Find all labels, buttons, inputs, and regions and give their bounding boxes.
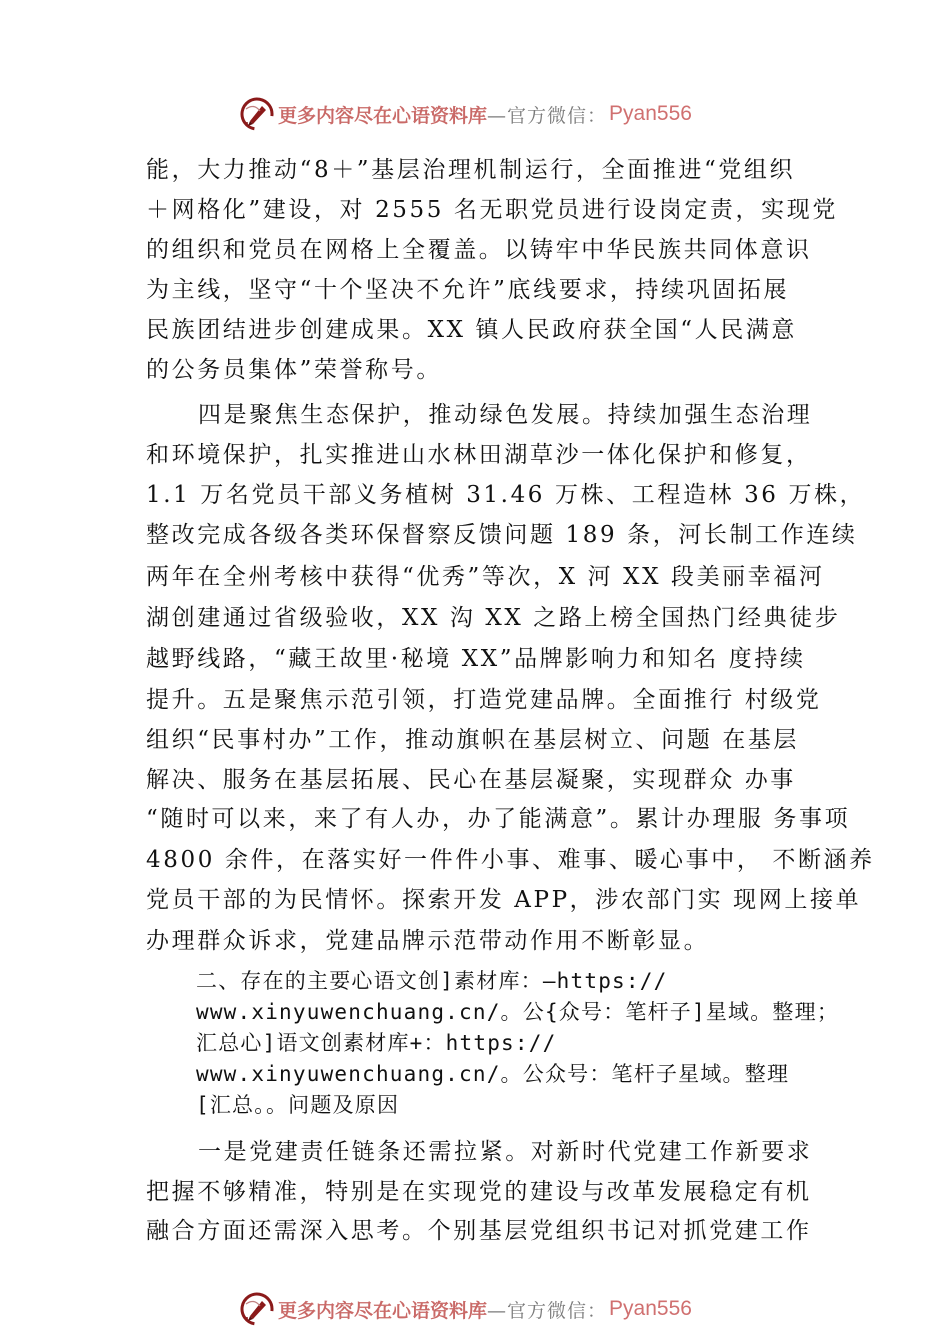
paragraph-line: 湖创建通过省级验收，XX 沟 XX 之路上榜全国热门经典徒步 <box>146 605 841 631</box>
paragraph-line: 能，大力推动“8＋”基层治理机制运行，全面推进“党组织 <box>146 157 796 183</box>
paragraph-line: 一是党建责任链条还需拉紧。对新时代党建工作新要求 <box>198 1139 813 1165</box>
paragraph-line: 的组织和党员在网格上全覆盖。以铸牢中华民族共同体意识 <box>146 237 812 263</box>
section-heading-line: www.xinyuwenchuang.cn/。公众号：笔杆子星域。整理 <box>196 1062 790 1086</box>
header-watermark <box>240 96 692 132</box>
pen-nib-logo-icon <box>240 97 274 131</box>
paragraph-line: 解决、服务在基层拓展、民心在基层凝聚，实现群众 办事 <box>146 767 796 793</box>
paragraph-line: 把握不够精准，特别是在实现党的建设与改革发展稳定有机 <box>146 1179 812 1205</box>
watermark-wechat-label: —官方微信： <box>487 104 608 127</box>
watermark-wechat-id: Pyan556 <box>609 1297 692 1320</box>
pen-nib-logo-icon <box>240 1292 274 1326</box>
section-heading-line: 汇总心]语文创素材库+：https:// <box>196 1031 557 1055</box>
paragraph-line: 四是聚焦生态保护，推动绿色发展。持续加强生态治理 <box>198 402 813 428</box>
section-heading-line: www.xinyuwenchuang.cn/。公{众号：笔杆子]星域。整理； <box>196 1000 840 1024</box>
paragraph-line: 4800 余件，在落实好一件件小事、难事、暖心事中， 不断涵养 <box>146 847 875 873</box>
paragraph-line: 提升。五是聚焦示范引领，打造党建品牌。全面推行 村级党 <box>146 687 822 713</box>
paragraph-line: 党员干部的为民情怀。探索开发 APP，涉农部门实 现网上接单 <box>146 887 862 913</box>
paragraph-line: 组织“民事村办”工作，推动旗帜在基层树立、问题 在基层 <box>146 727 800 753</box>
paragraph-line: 两年在全州考核中获得“优秀”等次，X 河 XX 段美丽幸福河 <box>146 564 825 590</box>
section-heading-line: [汇总。。问题及原因 <box>196 1093 400 1117</box>
paragraph-line: 的公务员集体”荣誉称号。 <box>146 357 442 383</box>
section-heading-line: 二、存在的主要心语文创]素材库：—https:// <box>196 969 668 993</box>
paragraph-line: 民族团结进步创建成果。XX 镇人民政府获全国“人民满意 <box>146 317 798 343</box>
paragraph-line: 整改完成各级各类环保督察反馈问题 189 条，河长制工作连续 <box>146 522 858 548</box>
paragraph-line: 1.1 万名党员干部义务植树 31.46 万株、工程造林 36 万株， <box>146 482 866 508</box>
watermark-brand-text: 更多内容尽在心语资料库 <box>278 104 488 127</box>
paragraph-line: “随时可以来，来了有人办，办了能满意”。累计办理服 务事项 <box>146 806 851 832</box>
paragraph-line: ＋网格化”建设，对 2555 名无职党员进行设岗定责，实现党 <box>146 197 838 223</box>
paragraph-line: 办理群众诉求，党建品牌示范带动作用不断彰显。 <box>146 928 710 954</box>
watermark-brand-text: 更多内容尽在心语资料库 <box>278 1299 488 1322</box>
paragraph-line: 越野线路，“藏王故里·秘境 XX”品牌影响力和知名 度持续 <box>146 646 806 672</box>
watermark-wechat-label: —官方微信： <box>487 1299 608 1322</box>
paragraph-line: 和环境保护，扎实推进山水林田湖草沙一体化保护和修复， <box>146 442 812 468</box>
footer-watermark <box>240 1291 692 1327</box>
paragraph-line: 为主线，坚守“十个坚决不允许”底线要求，持续巩固拓展 <box>146 277 790 303</box>
watermark-wechat-id: Pyan556 <box>609 102 692 125</box>
paragraph-line: 融合方面还需深入思考。个别基层党组织书记对抓党建工作 <box>146 1218 812 1244</box>
